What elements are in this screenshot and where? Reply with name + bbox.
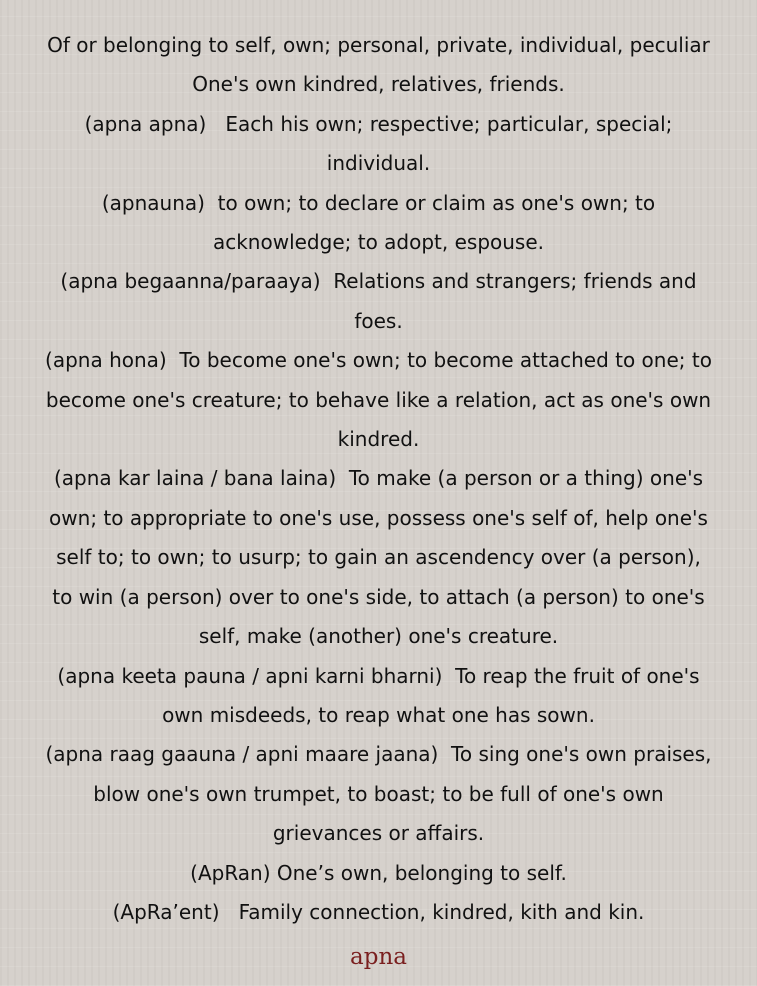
headword-label: apna <box>350 944 407 970</box>
definition-line: own misdeeds, to reap what one has sown. <box>162 702 595 727</box>
definition-line: Of or belonging to self, own; personal, private, individual, peculiar <box>47 33 710 57</box>
definition-line: (apna hona) To become one's own; to become attached to one; to <box>45 348 712 373</box>
definition-line: (apna kar laina / bana laina) To make (a person or a thing) one's <box>53 466 704 491</box>
definition-line: kindred. <box>337 427 420 452</box>
definition-line: (ApRan) One’s own, belonging to self. <box>190 860 567 885</box>
definition-block <box>0 26 757 932</box>
definition-line: to win (a person) over to one's side, to attach (a person) to one's <box>52 584 705 609</box>
definition-line: own; to appropriate to one's use, possess one's self of, help one's <box>49 505 708 530</box>
definition-line: become one's creature; to behave like a relation, act as one's own <box>45 387 712 412</box>
definition-line: blow one's own trumpet, to boast; to be full of one's own <box>93 781 664 806</box>
definition-line: grievances or affairs. <box>272 821 485 846</box>
definition-line: (apnauna) to own; to declare or claim as one's own; to <box>101 190 656 215</box>
definition-line: (apna apna) Each his own; respective; particular, special; <box>84 111 673 136</box>
definition-line: (apna keeta pauna / apni karni bharni) To reap the fruit of one's <box>57 663 700 688</box>
definition-line: One's own kindred, relatives, friends. <box>192 72 565 97</box>
definition-line: acknowledge; to adopt, espouse. <box>212 230 545 255</box>
definition-line: (ApRa’ent) Family connection, kindred, kith and kin. <box>112 899 645 924</box>
definition-line: individual. <box>326 151 431 176</box>
definition-line: (apna begaanna/paraaya) Relations and strangers; friends and <box>60 269 697 294</box>
definition-line: self, make (another) one's creature. <box>198 624 559 649</box>
definition-line: (apna raag gaauna / apni maare jaana) To sing one's own praises, <box>45 742 712 767</box>
definition-line: self to; to own; to usurp; to gain an ascendency over (a person), <box>56 545 701 570</box>
definition-line: foes. <box>354 308 403 333</box>
